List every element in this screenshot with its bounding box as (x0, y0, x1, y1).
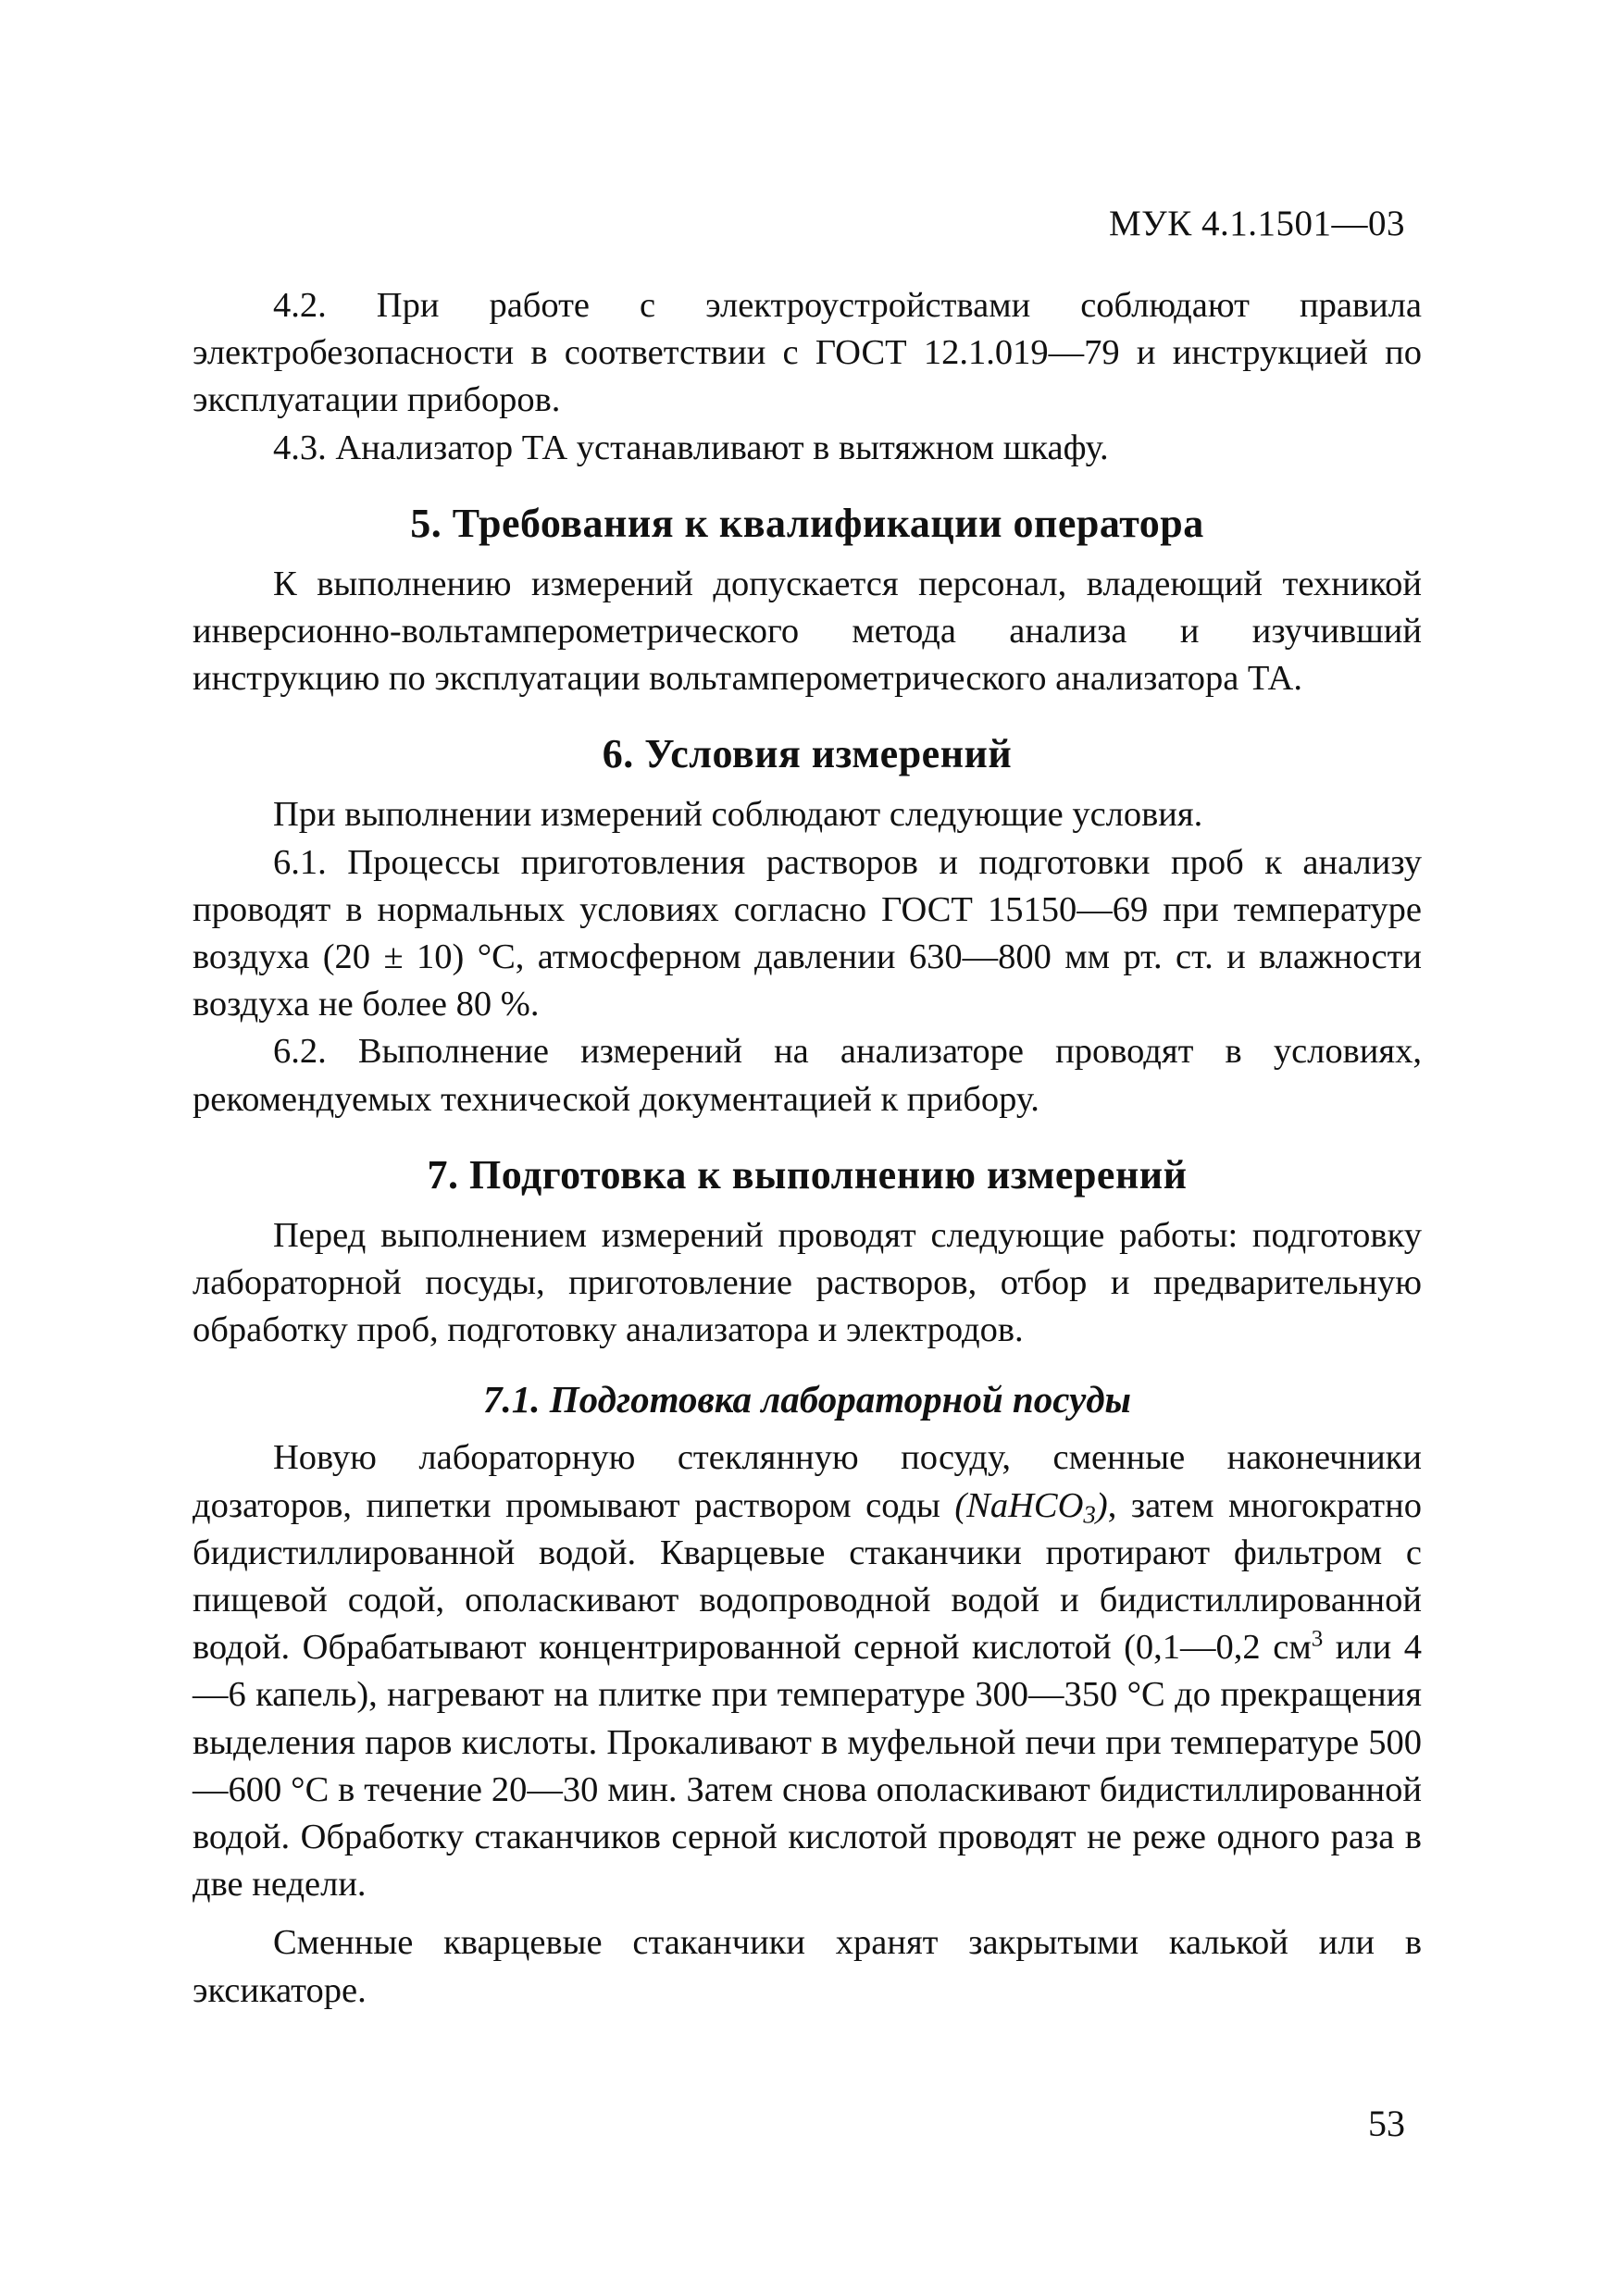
paragraph-text-part: Новую лабораторную стеклянную посуду, сменные наконечники дозаторов, пипетки промывают раствором соды (193, 1438, 1422, 1525)
section-6-intro: При выполнении измерений соблюдают следующие условия. (273, 795, 1203, 835)
paragraph-6-1: 6.1. Процессы приготовления растворов и подготовки проб к анализу проводят в нормальных условиях согласно ГОСТ 15150—69 при температуре воздуха (20 ± 10) °С, атмосферном давлении 630—800 мм рт. ст. и влажности воздуха не более 80 %. (193, 842, 1422, 1024)
formula-subscript: 3 (1083, 1500, 1096, 1529)
section-7-intro: Перед выполнением измерений проводят следующие работы: подготовку лабораторной посуды, приготовление растворов, отбор и предварительную обработку проб, подготовку анализатора и электродов. (193, 1215, 1422, 1350)
page-number: 53 (1368, 2103, 1405, 2144)
section-7-heading: 7. Подготовка к выполнению измерений (427, 1151, 1188, 1198)
section-6-heading: 6. Условия измерений (602, 731, 1013, 777)
paragraph-text-part: или 4—6 капель), нагревают на плитке при температуре 300—350 °С до прекращения выделения паров кислоты. Прокаливают в муфельной печи при температуре 500—600 °С в течение 20—30 мин. Затем снова ополаскивают бидистиллированной водой. Обработку стаканчиков серной кислотой проводят не реже одного раза в две недели. (193, 1628, 1423, 1905)
section-5-heading: 5. Требования к квалификации оператора (410, 500, 1204, 546)
page-content (193, 282, 1422, 2015)
formula-close: ) (1095, 1485, 1108, 1525)
document-code: МУК 4.1.1501—03 (1108, 204, 1405, 243)
paragraph-text-part: , затем многократно бидистиллированной водой. Кварцевые стаканчики протирают фильтром с пищевой содой, ополаскивают водопроводной водой и бидистиллированной водой. Обрабатывают концентрированной серной кислотой (0,1—0,2 см (193, 1485, 1422, 1668)
paragraph-4-3: 4.3. Анализатор ТА устанавливают в вытяжном шкафу. (273, 428, 1109, 467)
paragraph-6-2: 6.2. Выполнение измерений на анализаторе проводят в условиях, рекомендуемых технической документацией к прибору. (193, 1032, 1422, 1119)
formula-open: (NaHCO (954, 1485, 1084, 1525)
subsection-7-1-storage-paragraph: Сменные кварцевые стаканчики хранят закрытыми калькой или в эксикаторе. (193, 1923, 1422, 2010)
chemical-formula (954, 1485, 1108, 1529)
section-5-paragraph: К выполнению измерений допускается персонал, владеющий техникой инверсионно-вольтамперометрического метода анализа и изучивший инструкцию по эксплуатации вольтамперометрического анализатора ТА. (193, 564, 1422, 699)
subsection-7-1-paragraph (193, 1434, 1422, 1908)
unit-superscript: 3 (1311, 1626, 1324, 1652)
subsection-7-1-heading: 7.1. Подготовка лабораторной посуды (483, 1378, 1131, 1421)
paragraph-4-2: 4.2. При работе с электроустройствами соблюдают правила электробезопасности в соответствии с ГОСТ 12.1.019—79 и инструкцией по эксплуатации приборов. (193, 286, 1422, 420)
